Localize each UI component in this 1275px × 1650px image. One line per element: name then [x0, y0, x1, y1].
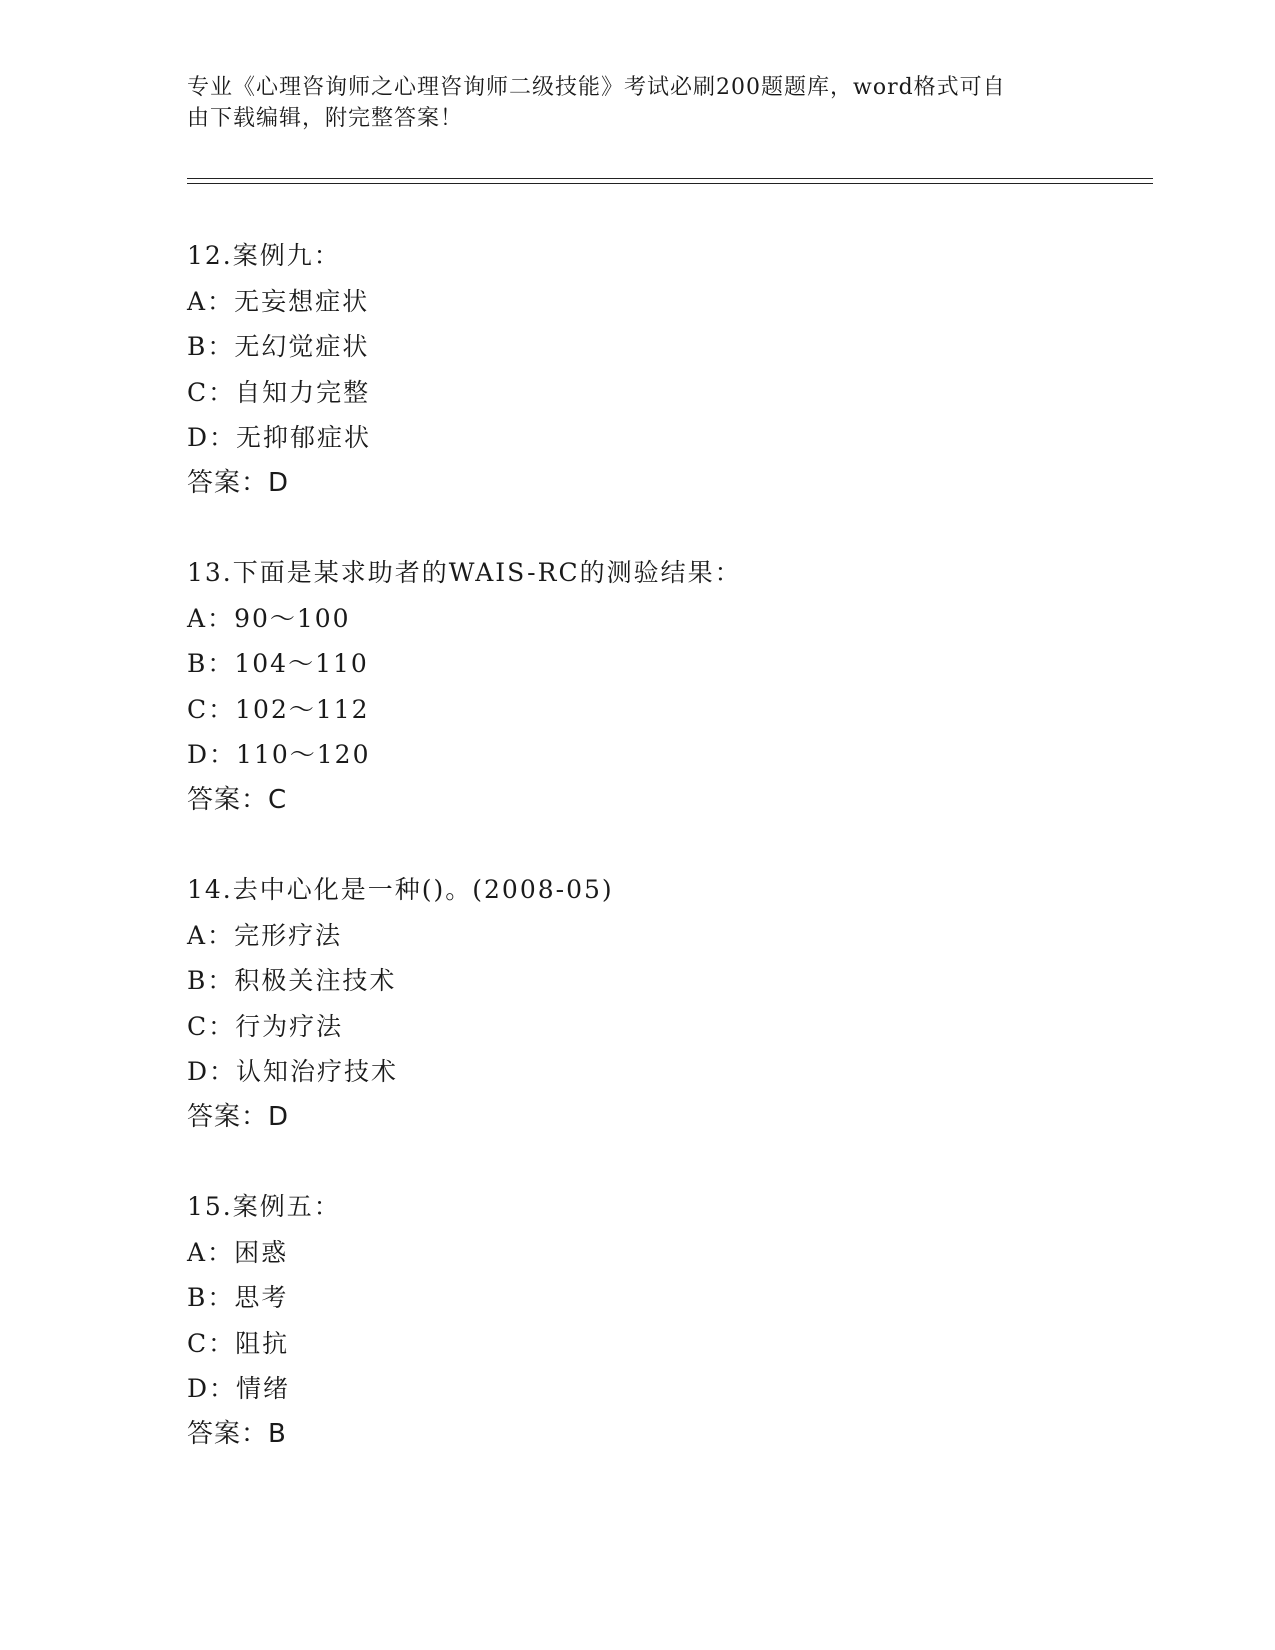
question-14 [187, 867, 1147, 1140]
document-header [187, 72, 1067, 134]
header-divider-bottom [187, 183, 1153, 184]
answer-value: D [268, 1101, 290, 1132]
question-list [187, 233, 1147, 1501]
option-text: 行为疗法 [235, 1011, 344, 1041]
question-stem: 13.下面是某求助者的WAIS-RC的测验结果： [187, 558, 742, 587]
answer-line [187, 778, 1147, 824]
question-stem: 12.案例九： [187, 241, 341, 270]
option-text: 完形疗法 [234, 920, 343, 950]
option-d [187, 1049, 1147, 1095]
option-text: 无抑郁症状 [236, 423, 372, 452]
option-text: 无幻觉症状 [234, 332, 370, 361]
answer-line [187, 1412, 1147, 1458]
option-b [187, 324, 1147, 370]
option-d [187, 732, 1147, 778]
option-label: D： [187, 740, 237, 769]
header-divider-top [187, 178, 1153, 179]
option-label: B： [187, 649, 235, 678]
answer-value: D [268, 467, 290, 498]
option-label: B： [187, 966, 235, 995]
question-12 [187, 233, 1147, 506]
option-text: 90～100 [234, 603, 351, 633]
option-label: D： [187, 1057, 237, 1086]
option-label: D： [187, 423, 237, 452]
answer-value: B [268, 1418, 287, 1449]
option-a [187, 1230, 1147, 1276]
option-label: C： [187, 377, 236, 407]
header-line-1: 专业《心理咨询师之心理咨询师二级技能》考试必刷200题题库，word格式可自 [187, 75, 1006, 100]
answer-label: 答案： [187, 1101, 269, 1132]
option-label: A： [187, 1237, 235, 1267]
option-a [187, 596, 1147, 642]
option-label: C： [187, 1011, 236, 1041]
option-c [187, 370, 1147, 416]
option-b [187, 1275, 1147, 1321]
option-label: C： [187, 1328, 236, 1358]
answer-label: 答案： [187, 784, 269, 815]
option-c [187, 1321, 1147, 1367]
option-d [187, 1366, 1147, 1412]
option-c [187, 1004, 1147, 1050]
option-text: 110～120 [236, 740, 371, 769]
question-15 [187, 1184, 1147, 1457]
header-line-2: 由下载编辑，附完整答案！ [187, 106, 464, 131]
option-label: B： [187, 332, 235, 361]
answer-label: 答案： [187, 467, 269, 498]
option-text: 情绪 [236, 1374, 291, 1403]
answer-line [187, 461, 1147, 507]
option-text: 阻抗 [235, 1328, 290, 1358]
option-d [187, 415, 1147, 461]
option-a [187, 913, 1147, 959]
option-b [187, 641, 1147, 687]
option-text: 102～112 [235, 694, 370, 724]
option-a [187, 279, 1147, 325]
option-text: 积极关注技术 [234, 966, 397, 995]
option-text: 104～110 [234, 649, 369, 678]
option-label: A： [187, 920, 235, 950]
option-b [187, 958, 1147, 1004]
option-c [187, 687, 1147, 733]
answer-line [187, 1095, 1147, 1141]
option-label: A： [187, 603, 235, 633]
question-13 [187, 550, 1147, 823]
option-label: C： [187, 694, 236, 724]
option-text: 思考 [234, 1283, 289, 1312]
option-label: D： [187, 1374, 237, 1403]
option-label: B： [187, 1283, 235, 1312]
option-text: 困惑 [234, 1237, 289, 1267]
option-text: 无妄想症状 [234, 286, 370, 316]
option-text: 认知治疗技术 [236, 1057, 399, 1086]
option-label: A： [187, 286, 235, 316]
option-text: 自知力完整 [235, 377, 371, 407]
answer-value: C [268, 784, 288, 815]
question-stem: 14.去中心化是一种()。(2008-05) [187, 875, 614, 904]
question-stem: 15.案例五： [187, 1192, 341, 1221]
answer-label: 答案： [187, 1418, 269, 1449]
